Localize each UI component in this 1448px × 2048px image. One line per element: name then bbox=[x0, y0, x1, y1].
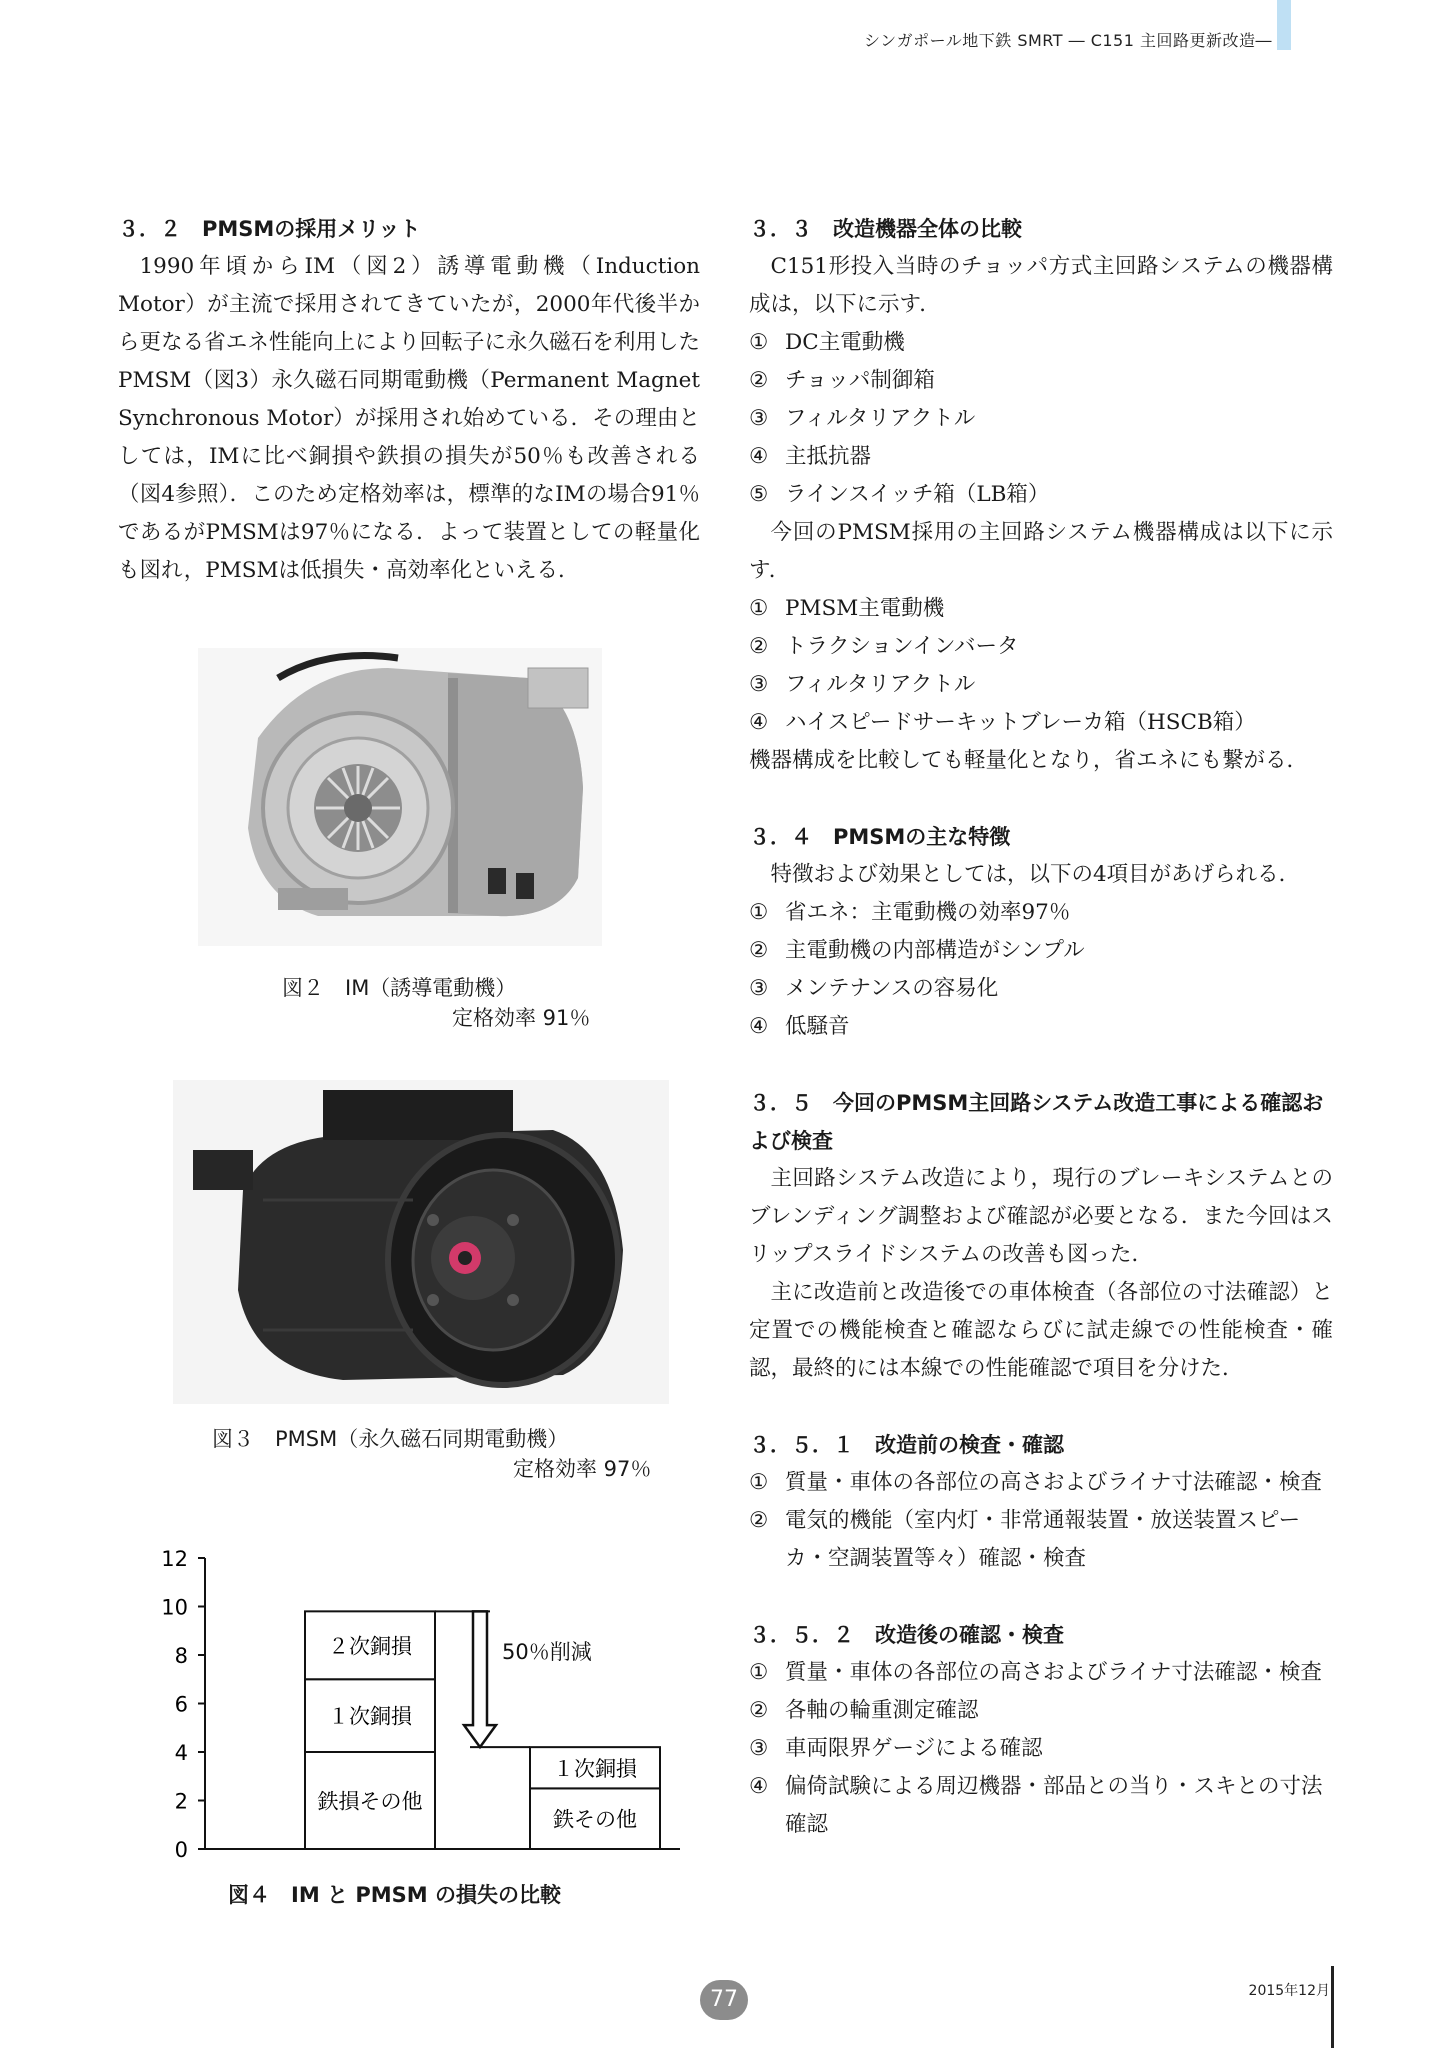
list-item bbox=[749, 362, 1333, 400]
im-iron-loss-segment-label: 鉄損その他 bbox=[317, 1789, 423, 1814]
section-3-5-1-title: ３．５．１ 改造前の検査・確認 bbox=[749, 1433, 1064, 1457]
list-item bbox=[749, 1768, 1333, 1844]
section-3-3-mid: 今回のPMSM採用の主回路システム機器構成は以下に示す． bbox=[749, 520, 1333, 583]
running-title: シンガポール地下鉄 SMRT ― C151 主回路更新改造― bbox=[863, 31, 1272, 50]
list-item-number: ④ bbox=[749, 710, 769, 735]
list-item-number: ⑤ bbox=[749, 482, 769, 507]
figure-3-caption-title: 図３ PMSM（永久磁石同期電動機） bbox=[212, 1427, 569, 1451]
figure-2-caption-efficiency: 定格効率 91％ bbox=[452, 1006, 591, 1030]
section-3-5-para-2: 主に改造前と改造後での車体検査（各部位の寸法確認）と定置での機能検査と確認ならびに試走線での性能検査・確認，最終的には本線での性能確認で項目を分けた． bbox=[749, 1280, 1333, 1381]
section-3-4-intro: 特徴および効果としては，以下の4項目があげられる． bbox=[770, 862, 1301, 887]
section-3-5-1-list bbox=[749, 1464, 1333, 1578]
list-item bbox=[749, 590, 1333, 628]
figure-4-caption: 図４ IM と PMSM の損失の比較 bbox=[228, 1883, 561, 1907]
section-3-3-list-new bbox=[749, 590, 1333, 742]
list-item-number: ① bbox=[749, 1470, 769, 1495]
list-item-number: ④ bbox=[749, 1014, 769, 1039]
list-item-number: ① bbox=[749, 596, 769, 621]
list-item bbox=[749, 1692, 1333, 1730]
list-item-text: トラクションインバータ bbox=[785, 634, 1019, 659]
list-item-number: ③ bbox=[749, 406, 769, 431]
reduction-arrow bbox=[435, 1611, 530, 1747]
list-item bbox=[749, 666, 1333, 704]
section-3-5-para-1: 主回路システム改造により，現行のブレーキシステムとのブレンディング調整および確認が必要となる．また今回はスリップスライドシステムの改善も図った． bbox=[749, 1166, 1333, 1267]
right-column bbox=[749, 210, 1333, 1844]
reduction-annotation: 50％削減 bbox=[502, 1640, 592, 1664]
list-item-number: ① bbox=[749, 900, 769, 925]
list-item bbox=[749, 1464, 1333, 1502]
reduction-arrow-shape bbox=[464, 1611, 496, 1747]
list-item bbox=[749, 1008, 1333, 1046]
list-item-text: 電気的機能（室内灯・非常通報装置・放送装置スピーカ・空調装置等々）確認・検査 bbox=[785, 1508, 1301, 1571]
section-3-3-intro: C151形投入当時のチョッパ方式主回路システムの機器構成は，以下に示す． bbox=[749, 254, 1333, 317]
list-item-number: ① bbox=[749, 1660, 769, 1685]
list-item-text: ハイスピードサーキットブレーカ箱（HSCB箱） bbox=[785, 710, 1256, 735]
list-item-text: 省エネ：主電動機の効率97％ bbox=[785, 900, 1071, 925]
list-item-number: ② bbox=[749, 1698, 769, 1723]
list-item bbox=[749, 476, 1333, 514]
list-item-number: ② bbox=[749, 634, 769, 659]
section-3-5-2-title: ３．５．２ 改造後の確認・検査 bbox=[749, 1623, 1064, 1647]
list-item bbox=[749, 1502, 1333, 1578]
list-item-text: メンテナンスの容易化 bbox=[785, 976, 999, 1001]
figure-2-caption-title: 図２ IM（誘導電動機） bbox=[282, 976, 517, 1000]
section-3-5-2-list bbox=[749, 1654, 1333, 1844]
list-item-text: 各軸の輪重測定確認 bbox=[785, 1698, 979, 1723]
list-item-text: 低騒音 bbox=[785, 1014, 850, 1039]
section-3-2-title: ３．２ PMSMの採用メリット bbox=[118, 217, 421, 241]
section-3-3-title: ３．３ 改造機器全体の比較 bbox=[749, 217, 1022, 241]
header-color-tab bbox=[1277, 0, 1291, 50]
list-item-text: 主電動機の内部構造がシンプル bbox=[785, 938, 1085, 963]
figure-3-caption-efficiency: 定格効率 97％ bbox=[513, 1457, 652, 1481]
y-tick-label: 2 bbox=[174, 1789, 188, 1814]
list-item-text: フィルタリアクトル bbox=[785, 406, 976, 431]
list-item bbox=[749, 1730, 1333, 1768]
list-item-number: ③ bbox=[749, 672, 769, 697]
y-tick-label: 0 bbox=[174, 1838, 188, 1858]
list-item-text: チョッパ制御箱 bbox=[785, 368, 935, 393]
list-item-number: ③ bbox=[749, 1736, 769, 1761]
list-item bbox=[749, 704, 1333, 742]
section-3-3-end: 機器構成を比較しても軽量化となり，省エネにも繋がる． bbox=[749, 748, 1309, 773]
figure-4-loss-chart bbox=[150, 1538, 690, 1858]
list-item-text: 車両限界ゲージによる確認 bbox=[785, 1736, 1043, 1761]
im-secondary-copper-segment-label: ２次銅損 bbox=[328, 1634, 412, 1659]
pmsm-iron-segment-label: 鉄その他 bbox=[553, 1807, 637, 1832]
y-tick-label: 8 bbox=[174, 1644, 188, 1668]
figure-2-im-motor-photo bbox=[198, 648, 602, 946]
list-item-number: ② bbox=[749, 938, 769, 963]
list-item bbox=[749, 324, 1333, 362]
section-3-5-title: ３．５ 今回のPMSM主回路システム改造工事による確認および検査 bbox=[749, 1091, 1324, 1153]
list-item bbox=[749, 970, 1333, 1008]
list-item-number: ③ bbox=[749, 976, 769, 1001]
section-3-4-list bbox=[749, 894, 1333, 1046]
list-item bbox=[749, 438, 1333, 476]
figure-3-pmsm-motor-photo bbox=[173, 1080, 669, 1404]
list-item-number: ① bbox=[749, 330, 769, 355]
list-item bbox=[749, 1654, 1333, 1692]
im-primary-copper-segment-label: １次銅損 bbox=[328, 1704, 412, 1729]
y-tick-label: 6 bbox=[174, 1692, 188, 1717]
list-item-text: 主抵抗器 bbox=[785, 444, 872, 469]
left-column bbox=[118, 210, 700, 590]
section-3-2-body: 1990年頃からIM（図2）誘導電動機（Induction Motor）が主流で採用されてきていたが，2000年代後半から更なる省エネ性能向上により回転子に永久磁石を利用したPMSM（図3）永久磁石同期電動機（Permanent Magnet Synchronous Motor）が採用され始めている．その理由としては，IMに比べ銅損や鉄損の損失が50％も改善される（図4参照）．このため定格効率は，標準的なIMの場合91％であるがPMSMは97％になる．よって装置としての軽量化も図れ，PMSMは低損失・高効率化といえる． bbox=[118, 254, 700, 583]
list-item-number: ② bbox=[749, 368, 769, 393]
list-item-text: 質量・車体の各部位の高さおよびライナ寸法確認・検査 bbox=[785, 1660, 1322, 1685]
list-item bbox=[749, 932, 1333, 970]
issue-date: 2015年12月 bbox=[1248, 1983, 1330, 1999]
list-item-text: DC主電動機 bbox=[785, 330, 905, 355]
y-tick-label: 10 bbox=[161, 1595, 188, 1620]
list-item-number: ④ bbox=[749, 444, 769, 469]
footer-rule bbox=[1331, 1966, 1334, 2048]
list-item-text: フィルタリアクトル bbox=[785, 672, 976, 697]
list-item-number: ② bbox=[749, 1508, 769, 1533]
list-item-text: 偏倚試験による周辺機器・部品との当り・スキとの寸法確認 bbox=[785, 1774, 1323, 1837]
y-tick-label: 4 bbox=[174, 1741, 188, 1765]
list-item-text: PMSM主電動機 bbox=[785, 596, 945, 621]
list-item-text: 質量・車体の各部位の高さおよびライナ寸法確認・検査 bbox=[785, 1470, 1322, 1495]
section-3-3-list-old bbox=[749, 324, 1333, 514]
list-item-text: ラインスイッチ箱（LB箱） bbox=[785, 482, 1050, 507]
list-item bbox=[749, 628, 1333, 666]
list-item bbox=[749, 400, 1333, 438]
list-item-number: ④ bbox=[749, 1774, 769, 1799]
section-3-4-title: ３．４ PMSMの主な特徴 bbox=[749, 825, 1011, 849]
y-tick-label: 12 bbox=[161, 1547, 188, 1571]
pmsm-primary-copper-segment-label: １次銅損 bbox=[553, 1756, 637, 1781]
list-item bbox=[749, 894, 1333, 932]
page-number: 77 bbox=[700, 1980, 748, 2020]
